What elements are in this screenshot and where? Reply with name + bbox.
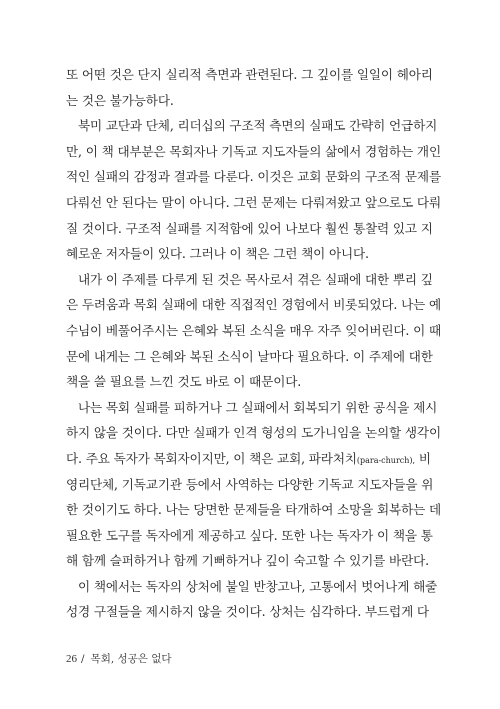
- text-line: 북미 교단과 단체, 리더십의 구조적 측면의 실패도 간략히 언급하지: [78, 118, 438, 134]
- text-line: [66, 446, 431, 472]
- text-line: 질 것이다. 구조적 실패를 지적함에 있어 나보다 훨씬 통찰력 있고 지: [66, 220, 433, 236]
- text-line: 수님이 베풀어주시는 은혜와 복된 소식을 매우 자주 잊어버린다. 이 때: [66, 322, 441, 338]
- text-line: 나는 목회 실패를 피하거나 그 실패에서 회복되기 위한 공식을 제시: [78, 399, 438, 415]
- text-line: 하지 않을 것이다. 다만 실패가 인격 형성의 도가니임을 논의할 생각이: [66, 425, 441, 441]
- text-line: 문에 내게는 그 은혜와 복된 소식이 날마다 필요하다. 이 주제에 대한: [66, 348, 433, 364]
- footer-separator: /: [81, 653, 85, 665]
- text-line: 성경 구절들을 제시하지 않을 것이다. 상처는 심각하다. 부드럽게 다: [66, 604, 429, 620]
- text-line: 필요한 도구를 독자에게 제공하고 싶다. 또한 나는 독자가 이 책을 통: [66, 527, 433, 543]
- page-footer: [66, 651, 172, 666]
- text-line-main: 다. 주요 독자가 목회자이지만, 이 책은 교회, 파라처치: [66, 450, 357, 466]
- text-line: 혜로운 저자들이 있다. 그러나 이 책은 그런 책이 아니다.: [66, 246, 369, 262]
- text-line-tail: 비: [415, 450, 431, 466]
- text-line: 영리단체, 기독교기관 등에서 사역하는 다양한 기독교 지도자들을 위: [66, 476, 434, 492]
- text-line: 또 어떤 것은 단지 실리적 측면과 관련된다. 그 깊이를 일일이 헤아리: [66, 67, 433, 82]
- text-line: 해 함께 슬퍼하거나 함께 기뻐하거나 깊이 숙고할 수 있기를 바란다.: [66, 553, 429, 569]
- text-line: 한 것이기도 하다. 나는 당면한 문제들을 타개하여 소망을 회복하는 데: [66, 502, 441, 518]
- inline-note: (para-church),: [356, 455, 416, 465]
- text-line: 은 두려움과 목회 실패에 대한 직접적인 경험에서 비롯되었다. 나는 예: [66, 297, 441, 313]
- page-number: 26: [66, 653, 77, 665]
- text-line: 이 책에서는 독자의 상처에 붙일 반창고나, 고통에서 벗어나게 해줄: [78, 578, 438, 594]
- text-line: 책을 쓸 필요를 느낀 것도 바로 이 때문이다.: [66, 374, 302, 390]
- text-line: 내가 이 주제를 다루게 된 것은 목사로서 겪은 실패에 대한 뿌리 깊: [78, 271, 433, 287]
- running-title: 목회, 성공은 없다: [90, 653, 172, 665]
- text-line: 만, 이 책 대부분은 목회자나 기독교 지도자들의 삶에서 경험하는 개인: [66, 143, 441, 159]
- body-text: [66, 62, 441, 625]
- text-line: 는 것은 불가능하다.: [66, 92, 174, 108]
- text-line: 다뤄선 안 된다는 말이 아니다. 그런 문제는 다뤄져왔고 앞으로도 다뤄: [66, 194, 441, 210]
- text-line: 적인 실패의 감정과 결과를 다룬다. 이것은 교회 문화의 구조적 문제를: [66, 169, 441, 185]
